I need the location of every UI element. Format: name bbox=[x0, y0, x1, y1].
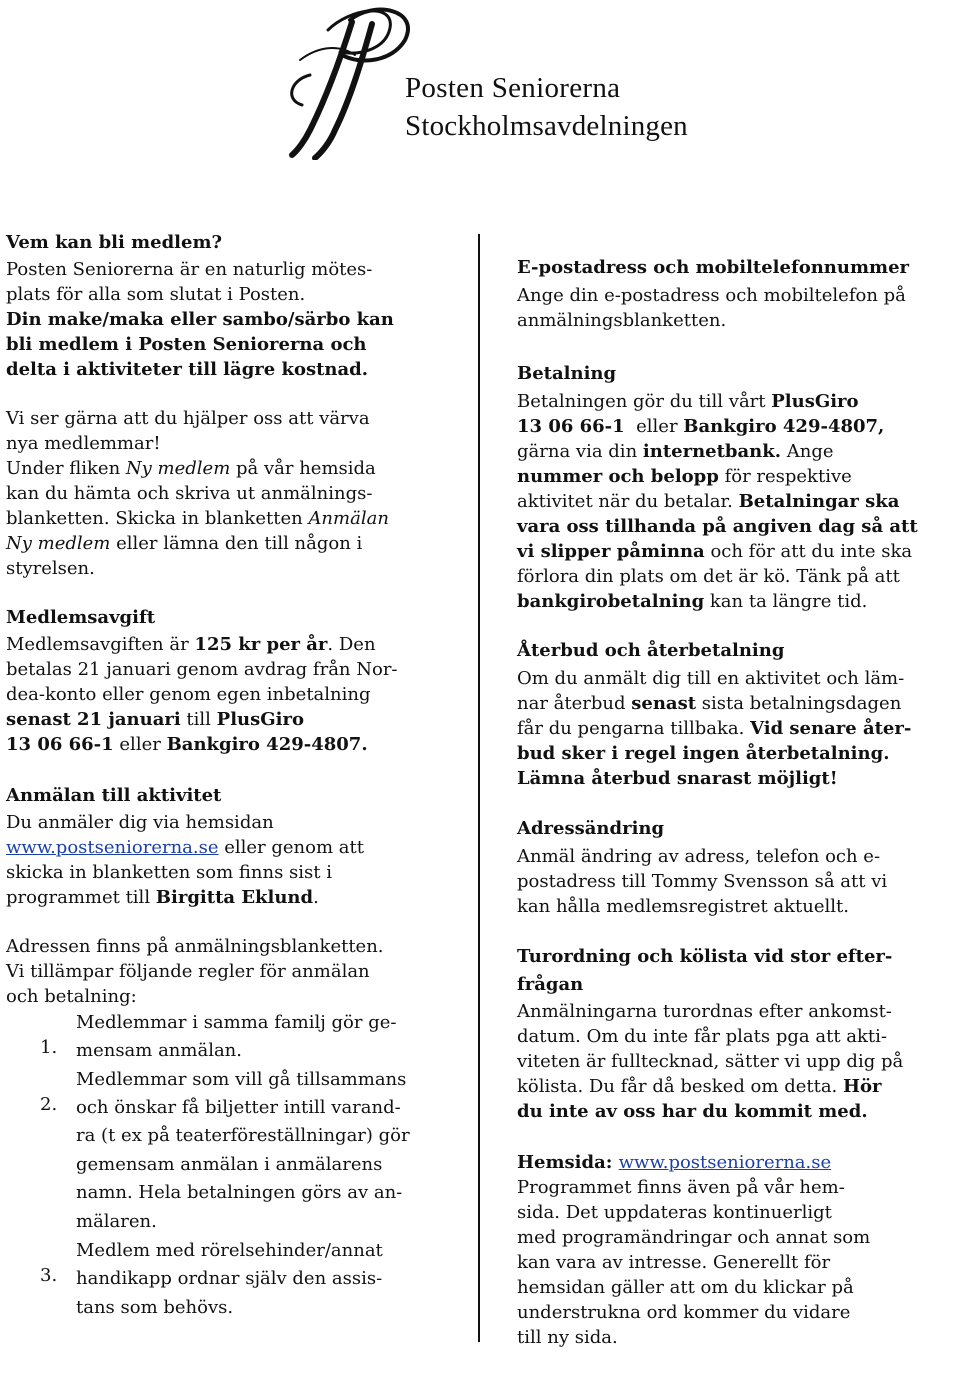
text-line: nummer och belopp för respektive bbox=[517, 466, 852, 487]
text-line: Adressen finns på anmälningsblanketten. bbox=[6, 936, 384, 957]
queue-heading: frågan bbox=[517, 974, 584, 995]
website-link[interactable]: www.postseniorerna.se bbox=[6, 837, 219, 858]
text-line: understrukna ord kommer du vidare bbox=[517, 1302, 851, 1323]
text-line: till ny sida. bbox=[517, 1327, 618, 1348]
text-line: och betalning: bbox=[6, 986, 137, 1007]
list-item: 2. Medlemmar som vill gå tillsammans och önskar få biljetter intill varand- ra (t ex på teaterföreställningar) gör gemensam anmälan i anmälarens namn. Hela betalningen görs av an- mälaren. bbox=[40, 1069, 410, 1232]
activity-heading: Anmälan till aktivitet bbox=[6, 785, 222, 806]
text-line: med programändringar och annat som bbox=[517, 1227, 871, 1248]
column-divider bbox=[478, 234, 480, 1342]
text-line: blanketten. Skicka in blanketten Anmälan bbox=[6, 508, 389, 529]
text-line: får du pengarna tillbaka. Vid senare åter- bbox=[517, 718, 912, 739]
text-line: du inte av oss har du kommit med. bbox=[517, 1101, 868, 1122]
text-line: Din make/maka eller sambo/särbo kan bbox=[6, 309, 394, 330]
text-line: 13 06 66-1 eller Bankgiro 429-4807. bbox=[6, 734, 368, 755]
fee-heading: Medlemsavgift bbox=[6, 607, 156, 628]
email-heading: E-postadress och mobiltelefonnummer bbox=[517, 257, 910, 278]
text-line: Medlemsavgiften är 125 kr per år. Den bbox=[6, 634, 376, 655]
text-line: Du anmäler dig via hemsidan bbox=[6, 812, 274, 833]
text-line: bud sker i regel ingen återbetalning. bbox=[517, 743, 890, 764]
logo-subtitle: Stockholmsavdelningen bbox=[405, 110, 688, 142]
logo-title: Posten Seniorerna bbox=[405, 72, 621, 104]
text-line: Vi ser gärna att du hjälper oss att värva bbox=[6, 408, 370, 429]
text-line: Ange din e-postadress och mobiltelefon på bbox=[517, 285, 906, 306]
queue-heading: Turordning och kölista vid stor efter- bbox=[517, 946, 893, 967]
text-line: viteten är fulltecknad, sätter vi upp dig på bbox=[517, 1051, 904, 1072]
text-line: styrelsen. bbox=[6, 558, 95, 579]
text-line: Programmet finns även på vår hem- bbox=[517, 1177, 845, 1198]
text-line: Anmälningarna turordnas efter ankomst- bbox=[517, 1001, 892, 1022]
text-line: sida. Det uppdateras kontinuerligt bbox=[517, 1202, 832, 1223]
text-line: förlora din plats om det är kö. Tänk på att bbox=[517, 566, 900, 587]
website-heading: Hemsida: www.postseniorerna.se bbox=[517, 1152, 832, 1173]
text-line: Ny medlem eller lämna den till någon i bbox=[6, 533, 363, 554]
text-line: www.postseniorerna.se eller genom att bbox=[6, 837, 364, 858]
list-item: 3. Medlem med rörelsehinder/annat handikapp ordnar själv den assis- tans som behövs. bbox=[40, 1240, 383, 1318]
text-line: dea-konto eller genom egen inbetalning bbox=[6, 684, 371, 705]
text-line: skicka in blanketten som finns sist i bbox=[6, 862, 332, 883]
ps-monogram-icon bbox=[280, 0, 420, 160]
text-line: vara oss tillhanda på angiven dag så att bbox=[517, 516, 918, 537]
text-line: Anmäl ändring av adress, telefon och e- bbox=[517, 846, 881, 867]
text-line: bli medlem i Posten Seniorerna och bbox=[6, 334, 367, 355]
text-line: Om du anmält dig till en aktivitet och läm- bbox=[517, 668, 905, 689]
text-line: nya medlemmar! bbox=[6, 433, 161, 454]
text-line: betalas 21 januari genom avdrag från Nor- bbox=[6, 659, 398, 680]
text-line: hemsidan gäller att om du klickar på bbox=[517, 1277, 854, 1298]
text-line: datum. Om du inte får plats pga att akti- bbox=[517, 1026, 887, 1047]
text-line: vi slipper påminna och för att du inte ska bbox=[517, 541, 913, 562]
text-line: aktivitet när du betalar. Betalningar ska bbox=[517, 491, 900, 512]
refund-heading: Återbud och återbetalning bbox=[517, 640, 785, 661]
text-line: postadress till Tommy Svensson så att vi bbox=[517, 871, 888, 892]
text-line: nar återbud senast sista betalningsdagen bbox=[517, 693, 902, 714]
text-line: Betalningen gör du till vårt PlusGiro bbox=[517, 391, 859, 412]
text-line: plats för alla som slutat i Posten. bbox=[6, 284, 306, 305]
list-item: 1. Medlemmar i samma familj gör ge- mensam anmälan. bbox=[40, 1012, 397, 1061]
logo bbox=[280, 0, 688, 160]
text-line: Lämna återbud snarast möjligt! bbox=[517, 768, 838, 789]
text-line: kan vara av intresse. Generellt för bbox=[517, 1252, 831, 1273]
address-change-heading: Adressändring bbox=[517, 818, 665, 839]
text-line: Under fliken Ny medlem på vår hemsida bbox=[6, 458, 376, 479]
who-heading: Vem kan bli medlem? bbox=[6, 232, 223, 253]
text-line: senast 21 januari till PlusGiro bbox=[6, 709, 304, 730]
text-line: kan hålla medlemsregistret aktuellt. bbox=[517, 896, 850, 917]
text-line: delta i aktiviteter till lägre kostnad. bbox=[6, 359, 369, 380]
text-line: kölista. Du får då besked om detta. Hör bbox=[517, 1076, 882, 1097]
text-line: Vi tillämpar följande regler för anmälan bbox=[6, 961, 370, 982]
website-link[interactable]: www.postseniorerna.se bbox=[618, 1152, 832, 1173]
text-line: anmälningsblanketten. bbox=[517, 310, 727, 331]
text-line: 13 06 66-1 eller Bankgiro 429-4807, bbox=[517, 416, 885, 437]
text-line: kan du hämta och skriva ut anmälnings- bbox=[6, 483, 373, 504]
text-line: Posten Seniorerna är en naturlig mötes- bbox=[6, 259, 373, 280]
payment-heading: Betalning bbox=[517, 363, 617, 384]
text-line: programmet till Birgitta Eklund. bbox=[6, 887, 319, 908]
text-line: bankgirobetalning kan ta längre tid. bbox=[517, 591, 868, 612]
text-line: gärna via din internetbank. Ange bbox=[517, 441, 834, 462]
